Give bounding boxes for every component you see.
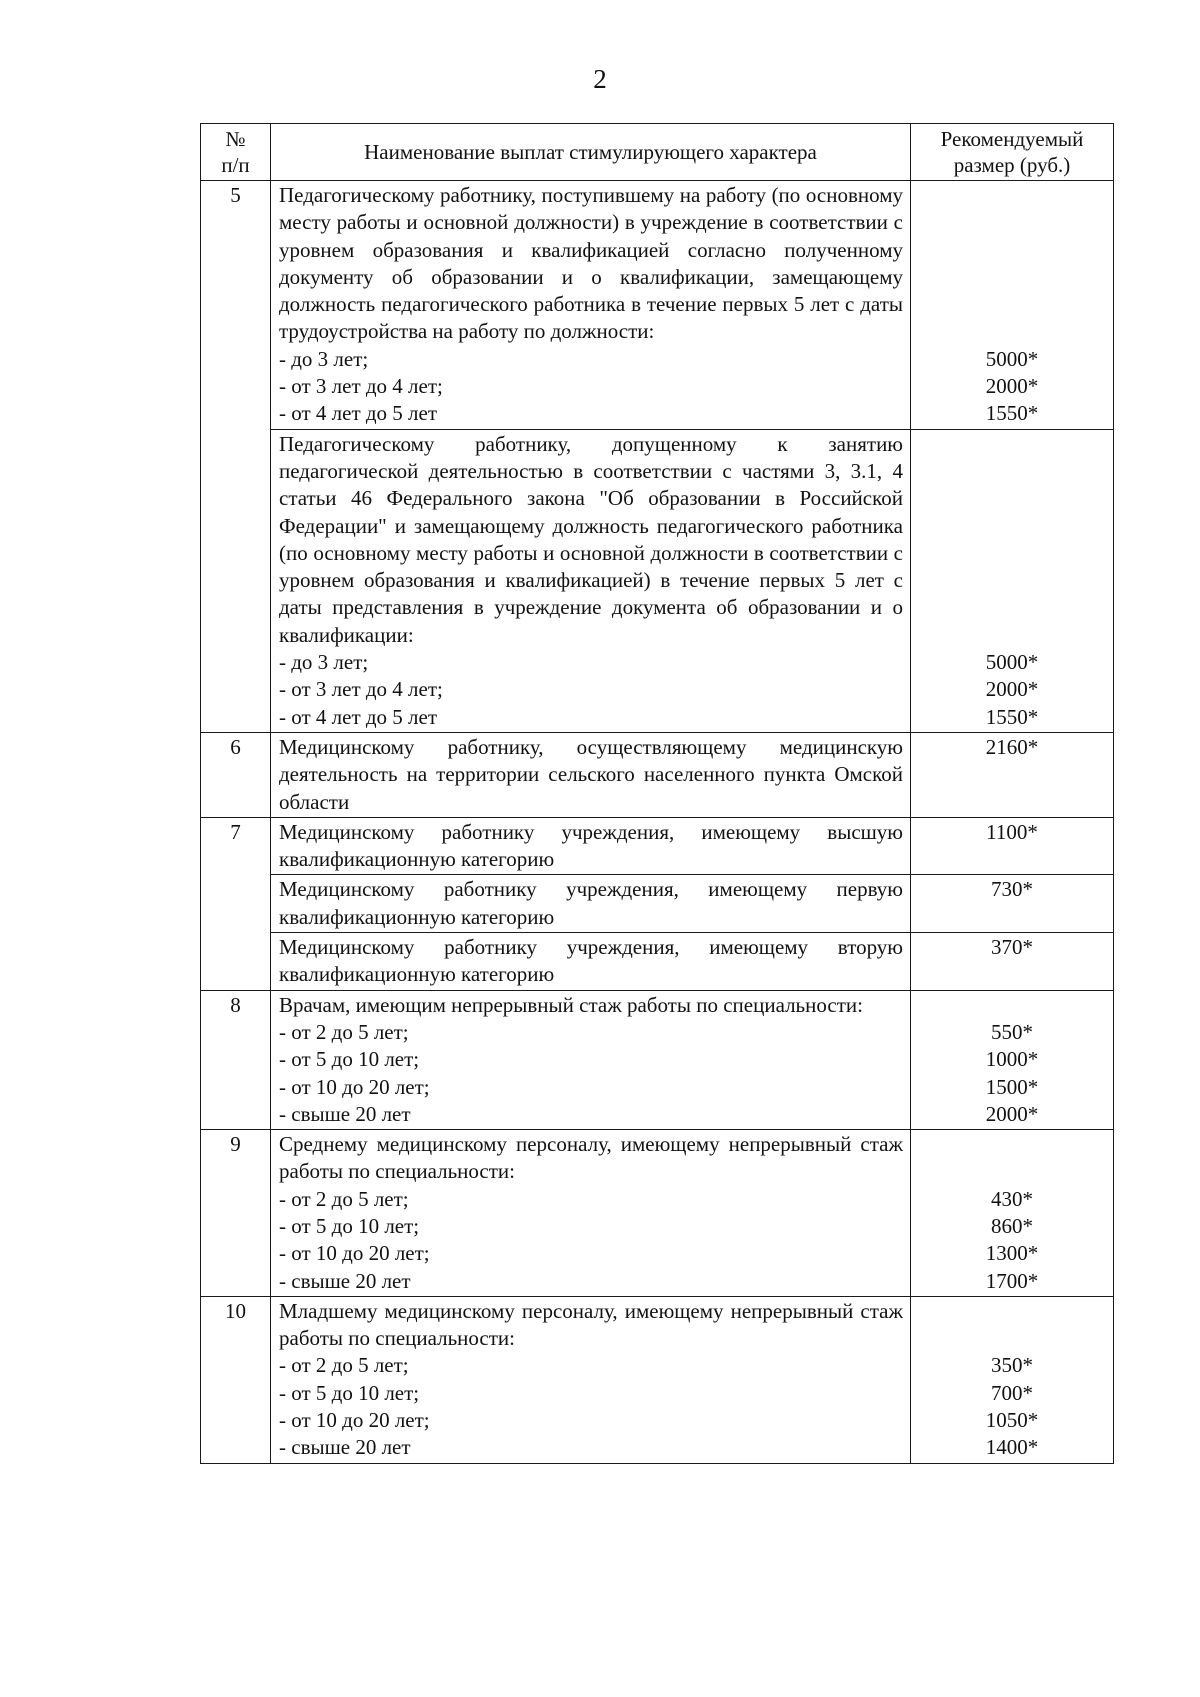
table-row	[201, 990, 1114, 1129]
row-item: - от 3 лет до 4 лет;	[279, 374, 443, 399]
row-item: - от 4 лет до 5 лет	[279, 704, 438, 729]
amount-value: 1400*	[985, 1435, 1039, 1460]
page-number: 2	[593, 64, 607, 94]
header-number-line2: п/п	[221, 153, 250, 177]
row-item: - до 3 лет;	[279, 346, 369, 371]
row-number: 8	[201, 990, 271, 1129]
row-amount	[911, 1130, 1114, 1297]
row-text: Среднему медицинскому персоналу, имеющему непрерывный стаж работы по специальности:	[279, 1132, 903, 1184]
amount-value: 2000*	[985, 677, 1039, 702]
row-amount	[911, 732, 1114, 817]
row-number: 10	[201, 1296, 271, 1463]
row-text: Медицинскому работнику, осуществляющему медицинскую деятельность на территории сельского населенного пункта Омской области	[279, 734, 903, 814]
row-item: - от 2 до 5 лет;	[279, 1186, 409, 1211]
amount-value: 1550*	[985, 401, 1039, 426]
row-description	[271, 817, 911, 875]
row-item: - от 2 до 5 лет;	[279, 1019, 409, 1044]
table-header-row	[201, 124, 1114, 181]
amount-value: 730*	[991, 877, 1033, 902]
amount-value: 1050*	[985, 1408, 1039, 1433]
row-item: - от 5 до 10 лет;	[279, 1047, 420, 1072]
row-item: - от 2 до 5 лет;	[279, 1353, 409, 1378]
amount-value: 1550*	[985, 704, 1039, 729]
row-number: 5	[201, 181, 271, 733]
row-description	[271, 1296, 911, 1463]
header-amount-line2: размер (руб.)	[953, 153, 1071, 177]
row-amount	[911, 429, 1114, 732]
header-name: Наименование выплат стимулирующего характера	[271, 124, 911, 181]
row-description	[271, 732, 911, 817]
row-text: Медицинскому работнику учреждения, имеющему вторую квалификационную категорию	[279, 935, 903, 987]
row-text: Младшему медицинскому персоналу, имеющему непрерывный стаж работы по специальности:	[279, 1298, 903, 1351]
table-row	[201, 429, 1114, 732]
header-amount	[911, 124, 1114, 181]
table-row	[201, 933, 1114, 991]
amount-value: 1100*	[986, 819, 1038, 844]
row-number: 9	[201, 1130, 271, 1297]
row-amount	[911, 933, 1114, 991]
row-item: - от 10 до 20 лет;	[279, 1241, 430, 1266]
row-amount	[911, 1296, 1114, 1463]
amount-value: 1700*	[985, 1268, 1039, 1293]
row-text: Педагогическому работнику, допущенному к занятию педагогической деятельностью в соответствии с частями 3, 3.1, 4 статьи 46 Федерального закона "Об образовании в Российской Федерации" и замещающему должность педагогического работника (по основному месту работы и основной должности в соответствии с уровнем образования и квалификацией) в течение первых 5 лет с даты представления в учреждение документа об образовании и о квалификации:	[279, 431, 903, 647]
row-amount	[911, 875, 1114, 933]
row-item: - от 4 лет до 5 лет	[279, 401, 438, 426]
amount-value: 700*	[991, 1380, 1033, 1405]
row-description	[271, 933, 911, 991]
row-description	[271, 429, 911, 732]
payments-table	[200, 123, 1114, 1464]
header-number-line1: №	[225, 127, 246, 151]
amount-value: 1500*	[985, 1074, 1039, 1099]
row-item: - от 10 до 20 лет;	[279, 1074, 430, 1099]
table-row	[201, 817, 1114, 875]
row-item: - от 5 до 10 лет;	[279, 1213, 420, 1238]
amount-value: 550*	[991, 1019, 1033, 1044]
amount-value: 1300*	[985, 1241, 1039, 1266]
row-number: 6	[201, 732, 271, 817]
row-description	[271, 1130, 911, 1297]
table-row	[201, 732, 1114, 817]
row-description	[271, 875, 911, 933]
amount-value: 2160*	[985, 734, 1039, 759]
amount-value: 370*	[991, 935, 1033, 960]
amount-value: 350*	[991, 1353, 1033, 1378]
row-amount	[911, 181, 1114, 430]
table-row	[201, 1130, 1114, 1297]
header-amount-line1: Рекомендуемый	[940, 127, 1084, 151]
row-description	[271, 990, 911, 1129]
row-description	[271, 181, 911, 430]
table-row	[201, 875, 1114, 933]
row-text: Врачам, имеющим непрерывный стаж работы по специальности:	[279, 992, 863, 1017]
row-amount	[911, 990, 1114, 1129]
row-item: - до 3 лет;	[279, 650, 369, 675]
row-item: - свыше 20 лет	[279, 1101, 411, 1126]
row-item: - от 10 до 20 лет;	[279, 1408, 430, 1433]
amount-value: 2000*	[985, 1101, 1039, 1126]
amount-value: 860*	[991, 1213, 1033, 1238]
amount-value: 430*	[991, 1186, 1033, 1211]
table-row	[201, 181, 1114, 430]
amount-value: 2000*	[985, 374, 1039, 399]
row-amount	[911, 817, 1114, 875]
row-number: 7	[201, 817, 271, 990]
amount-value: 5000*	[985, 346, 1039, 371]
table-row	[201, 1296, 1114, 1463]
header-number	[201, 124, 271, 181]
row-text: Педагогическому работнику, поступившему на работу (по основному месту работы и основной должности) в учреждение в соответствии с уровнем образования и квалификацией согласно полученному документу об образовании и о квалификации, замещающему должность педагогического работника в течение первых 5 лет с даты трудоустройства на работу по должности:	[279, 183, 903, 344]
row-item: - от 3 лет до 4 лет;	[279, 677, 443, 702]
row-text: Медицинскому работнику учреждения, имеющему первую квалификационную категорию	[279, 877, 903, 929]
amount-value: 5000*	[985, 650, 1039, 675]
amount-value: 1000*	[985, 1047, 1039, 1072]
row-text: Медицинскому работнику учреждения, имеющему высшую квалификационную категорию	[279, 819, 903, 872]
row-item: - свыше 20 лет	[279, 1435, 411, 1460]
row-item: - от 5 до 10 лет;	[279, 1380, 420, 1405]
row-item: - свыше 20 лет	[279, 1268, 411, 1293]
